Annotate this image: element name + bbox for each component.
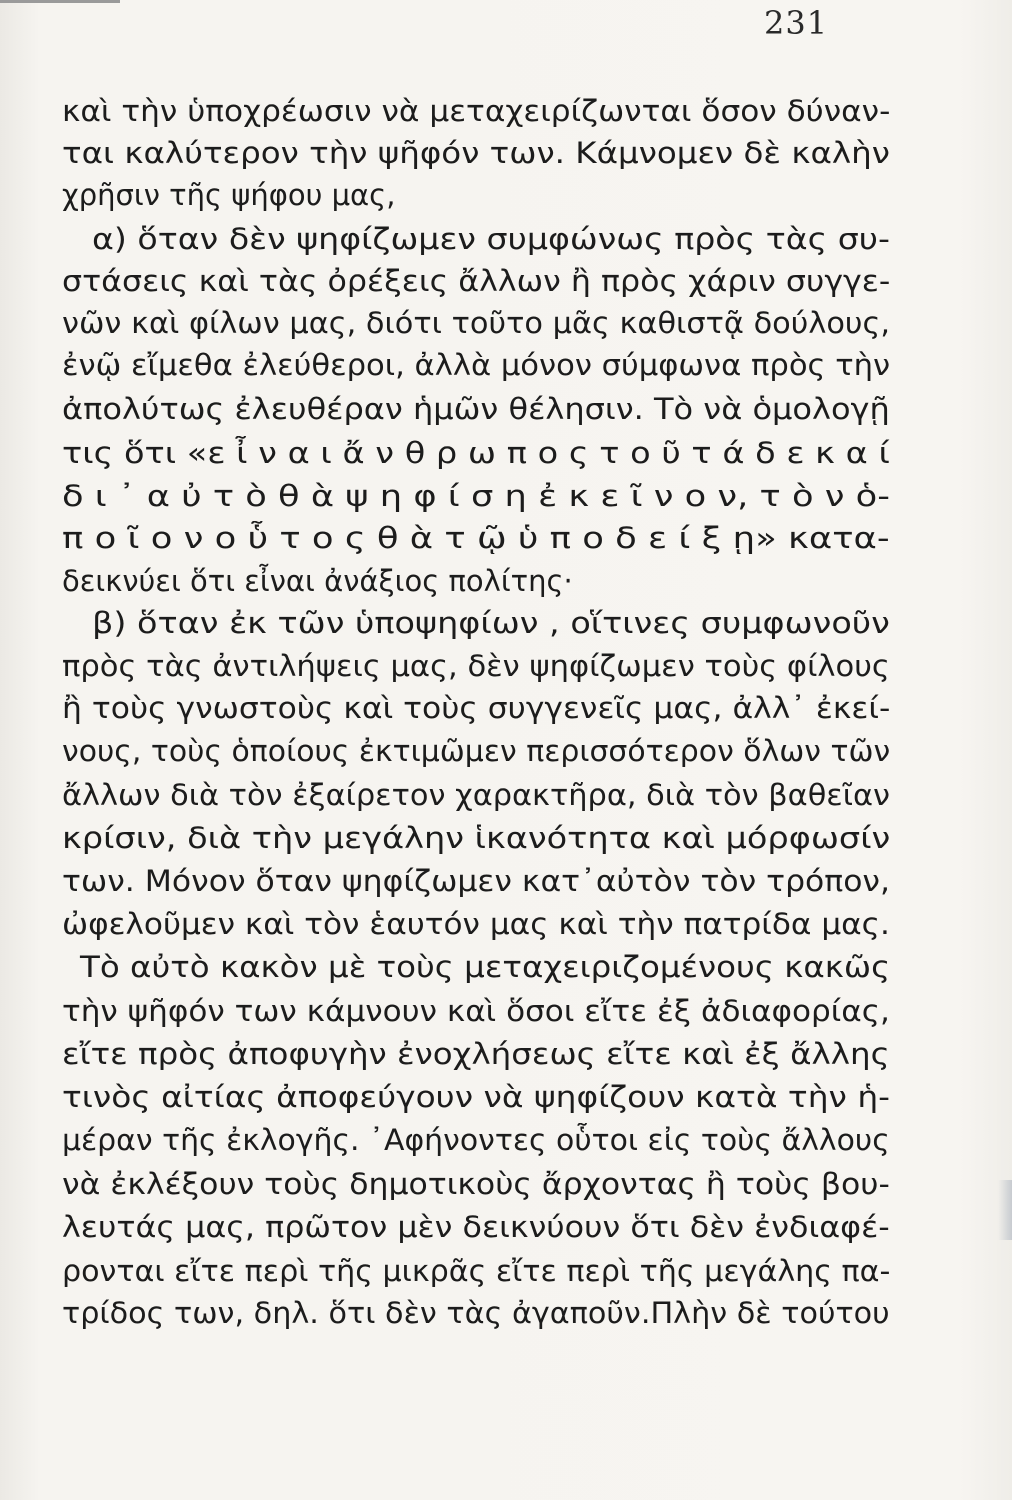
text-line: Τὸ αὐτὸ κακὸν μὲ τοὺς μεταχειριζομένους κακῶς bbox=[80, 950, 891, 984]
text-line: ἄλλων διὰ τὸν ἐξαίρετον χαρακτῆρα, διὰ τὸν βαθεῖαν bbox=[62, 778, 891, 812]
text-line: ἐνῷ εἴμεθα ἐλεύθεροι, ἀλλὰ μόνον σύμφωνα πρὸς τὴν bbox=[62, 348, 891, 382]
text-line: πρὸς τὰς ἀντιλήψεις μας, δὲν ψηφίζωμεν τοὺς φίλους bbox=[62, 649, 890, 683]
top-edge-rule bbox=[0, 0, 120, 3]
text-line: β) ὅταν ἐκ τῶν ὑποψηφίων , οἵτινες συμφωνοῦν bbox=[92, 606, 890, 640]
text-line: στάσεις καὶ τὰς ὀρέξεις ἄλλων ἢ πρὸς χάριν συγγε- bbox=[62, 264, 891, 298]
text-line: καὶ τὴν ὑποχρέωσιν νὰ μεταχειρίζωνται ὅσον δύναν- bbox=[62, 94, 891, 128]
text-line: λευτάς μας, πρῶτον μὲν δεικνύουν ὅτι δὲν ἐνδιαφέ- bbox=[62, 1210, 890, 1244]
text-line: τινὸς αἰτίας ἀποφεύγουν νὰ ψηφίζουν κατὰ τὴν ἡ- bbox=[62, 1080, 891, 1114]
text-line: μέραν τῆς ἐκλογῆς. ᾿Αφήνοντες οὗτοι εἰς τοὺς ἄλλους bbox=[62, 1123, 890, 1157]
text-line: εἴτε πρὸς ἀποφυγὴν ἐνοχλήσεως εἴτε καὶ ἐξ ἄλλης bbox=[62, 1037, 890, 1071]
text-line: τὴν ψῆφόν των κάμνουν καὶ ὅσοι εἴτε ἐξ ἀδιαφορίας, bbox=[62, 994, 890, 1028]
text-line: χρῆσιν τῆς ψήφου μας, bbox=[62, 178, 396, 212]
text-line: ἀπολύτως ἐλευθέραν ἡμῶν θέλησιν. Τὸ νὰ ὁμολογῇ bbox=[62, 392, 890, 426]
page-edge-shadow bbox=[998, 1180, 1012, 1240]
text-line: ρονται εἴτε περὶ τῆς μικρᾶς εἴτε περὶ τῆς μεγάλης πα- bbox=[62, 1254, 891, 1288]
text-line: α) ὅταν δὲν ψηφίζωμεν συμφώνως πρὸς τὰς συ- bbox=[92, 222, 890, 256]
text-line: τρίδος των, δηλ. ὅτι δὲν τὰς ἀγαποῦν.Πλὴν δὲ τούτου bbox=[62, 1296, 890, 1330]
text-line: ἢ τοὺς γνωστοὺς καὶ τοὺς συγγενεῖς μας, ἀλλ᾿ ἐκεί- bbox=[62, 691, 891, 725]
text-line: νῶν καὶ φίλων μας, διότι τοῦτο μᾶς καθιστᾷ δούλους, bbox=[62, 306, 891, 340]
text-line: των. Μόνον ὅταν ψηφίζωμεν κατ᾿αὐτὸν τὸν τρόπον, bbox=[62, 864, 890, 898]
text-line: νους, τοὺς ὁποίους ἐκτιμῶμεν περισσότερον ὅλων τῶν bbox=[62, 734, 891, 768]
text-line: νὰ ἐκλέξουν τοὺς δημοτικοὺς ἄρχοντας ἢ τοὺς βου- bbox=[62, 1167, 890, 1201]
text-line: κρίσιν, διὰ τὴν μεγάλην ἱκανότητα καὶ μόρφωσίν bbox=[62, 821, 891, 855]
text-line: ὠφελοῦμεν καὶ τὸν ἑαυτόν μας καὶ τὴν πατρίδα μας. bbox=[62, 907, 890, 941]
page-number: 231 bbox=[764, 4, 829, 42]
text-line: π ο ῖ ο ν ο ὗ τ ο ς θ ὰ τ ῷ ὑ π ο δ ε ί ξ ῃ» κατα- bbox=[62, 521, 890, 555]
text-line: δ ι ᾿ α ὐ τ ὸ θ ὰ ψ η φ ί σ η ἐ κ ε ῖ ν ο ν, τ ὸ ν ὁ- bbox=[62, 479, 890, 513]
text-line: δεικνύει ὅτι εἶναι ἀνάξιος πολίτης· bbox=[62, 564, 573, 598]
text-line: ται καλύτερον τὴν ψῆφόν των. Κάμνομεν δὲ καλὴν bbox=[62, 136, 890, 170]
text-line: τις ὅτι «ε ἶ ν α ι ἄ ν θ ρ ω π ο ς τ ο ῦ τ ά δ ε κ α ί bbox=[62, 436, 890, 470]
